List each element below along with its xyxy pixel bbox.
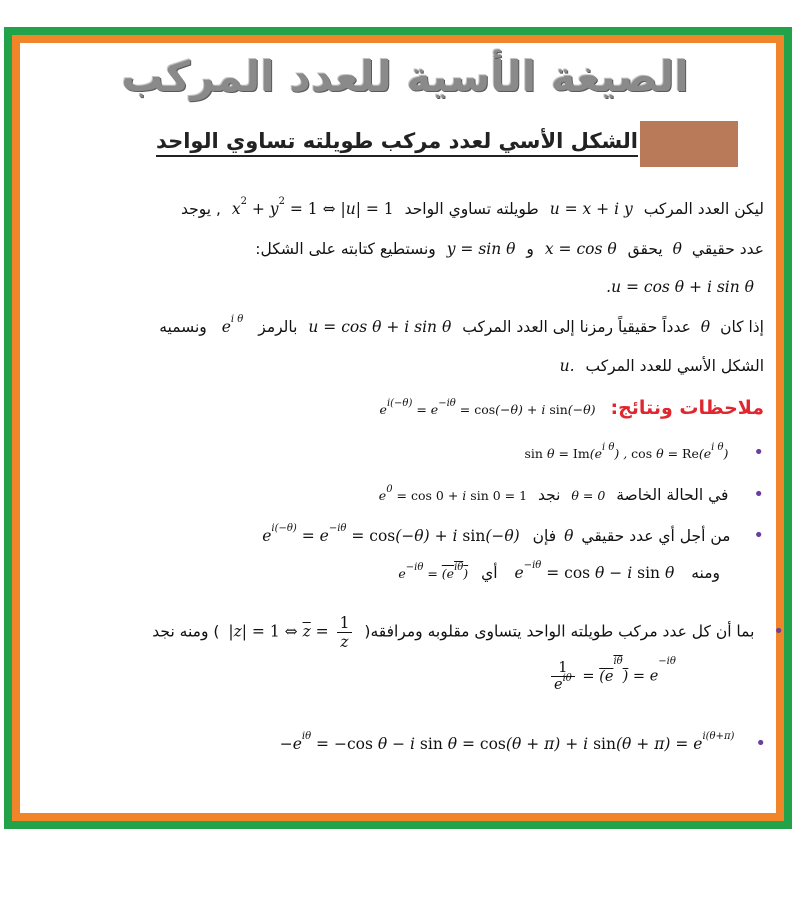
intro-text: ليكن العدد المركب xyxy=(643,200,764,218)
note-text: من أجل أي عدد حقيقي xyxy=(581,527,731,545)
math-im-re: $\sin \theta = Im(e^{i \theta})$ , $\cos \theta = Re(e^{i \theta})$ xyxy=(524,442,729,461)
note-text: في الحالة الخاصة xyxy=(616,486,729,504)
math-u-trig-form: u = cos θ + i sin θ xyxy=(308,318,452,336)
intro-text: , يوجد xyxy=(180,200,221,218)
math-u: u. xyxy=(559,357,575,375)
note-text: فإن xyxy=(532,527,557,545)
definition-line-1 xyxy=(159,314,764,336)
note-item-2 xyxy=(373,484,764,505)
bullet-icon: • xyxy=(753,525,764,546)
math-theta: θ xyxy=(700,318,711,336)
note-text: أي xyxy=(481,564,498,582)
math-x-cos: x = cos θ xyxy=(544,240,617,258)
math-theta: θ xyxy=(672,240,682,258)
note-item-1 xyxy=(505,442,765,463)
formula-reciprocal-exp: $\frac{1}{e^{i\theta}}$ = $(e^{i\theta}) = e^{-i\theta}$ xyxy=(548,660,676,693)
definition-line-2 xyxy=(554,357,764,375)
note-text: ومنه xyxy=(691,564,720,582)
note-text: بما أن كل عدد مركب طويلته الواحد يتساوى مقلوبه ومرافقه( xyxy=(364,622,755,641)
math-theta-zero: θ = 0 xyxy=(571,488,606,503)
bullet-icon: • xyxy=(753,442,764,463)
intro-line-2 xyxy=(255,240,764,258)
math-e-conjugate: $e^{-i\theta} = (e^{i\theta})$ xyxy=(398,562,469,581)
math-e-zero: $e^0 = \cos 0 + i$ sin 0 = 1 xyxy=(378,484,528,503)
intro-text: ونستطيع كتابته على الشكل: xyxy=(255,240,436,258)
note-text: نجد xyxy=(537,486,561,504)
bullet-icon: • xyxy=(753,484,764,505)
intro-text: عدد حقيقي xyxy=(691,240,764,258)
math-e-minus-cos-sin: $e^{-i\theta} = \cos \theta - i$ sin θ xyxy=(514,560,675,582)
intro-text: يحقق xyxy=(627,240,663,258)
definition-text: ونسميه xyxy=(159,318,207,336)
math-heading-formula: $e^{i(-\theta)} = e^{-i\theta} = \cos(-\theta) + i$ sin(−θ) xyxy=(379,398,596,417)
math-exp-symbol: $e^{i \theta}$ xyxy=(221,314,244,336)
page-title: الصيغة الأسية للعدد المركب xyxy=(121,52,689,101)
intro-line-3 xyxy=(606,278,754,296)
math-y-sin: y = sin θ xyxy=(446,240,516,258)
notes-heading-row xyxy=(370,397,764,419)
intro-text: طويلته تساوي الواحد xyxy=(404,200,539,218)
math-e-minus-theta: $e^{i(-\theta)} = e^{-i\theta} = \cos(-\theta) + i$ sin(−θ) xyxy=(262,523,520,545)
note-item-3 xyxy=(254,525,764,546)
definition-text: عدداً حقيقياً رمزنا إلى العدد المركب xyxy=(462,318,691,336)
math-u-definition: u = x + i y xyxy=(549,200,633,218)
intro-line-1 xyxy=(180,196,764,218)
subtitle-color-box xyxy=(640,121,738,167)
notes-heading: ملاحظات ونتائج: xyxy=(610,397,764,419)
bullet-icon: • xyxy=(755,733,766,754)
definition-text: إذا كان xyxy=(720,318,764,336)
subtitle-banner xyxy=(155,121,738,167)
definition-text: الشكل الأسي للعدد المركب xyxy=(585,357,764,375)
math-theta: θ xyxy=(564,527,574,545)
definition-text: بالرمز xyxy=(258,318,298,336)
note-text: ) ومنه نجد xyxy=(152,622,220,641)
section-subtitle: الشكل الأسي لعدد مركب طويلته تساوي الواحد xyxy=(156,129,638,157)
math-modulus-reciprocal: |z| = 1 ⇔ $\overline{z}$ = $\frac{1}{z}$ xyxy=(228,614,355,651)
bullet-icon: • xyxy=(773,620,784,642)
note-item-3-line-2 xyxy=(390,560,720,582)
math-u-trig-form: .u = cos θ + i sin θ xyxy=(606,278,754,296)
math-negative-exp: $-e^{i\theta} = -\cos$ θ − i sin θ = cos(θ + π) + i $\sin(\theta + \pi) = e^{i(\theta+\pi)}$ xyxy=(279,731,735,753)
intro-text: و xyxy=(526,240,534,258)
note-item-5 xyxy=(264,733,766,754)
math-modulus-condition: $x^2 + y^2 = 1$ ⇔ |u| = 1 xyxy=(231,196,394,218)
note-item-4 xyxy=(152,614,784,651)
